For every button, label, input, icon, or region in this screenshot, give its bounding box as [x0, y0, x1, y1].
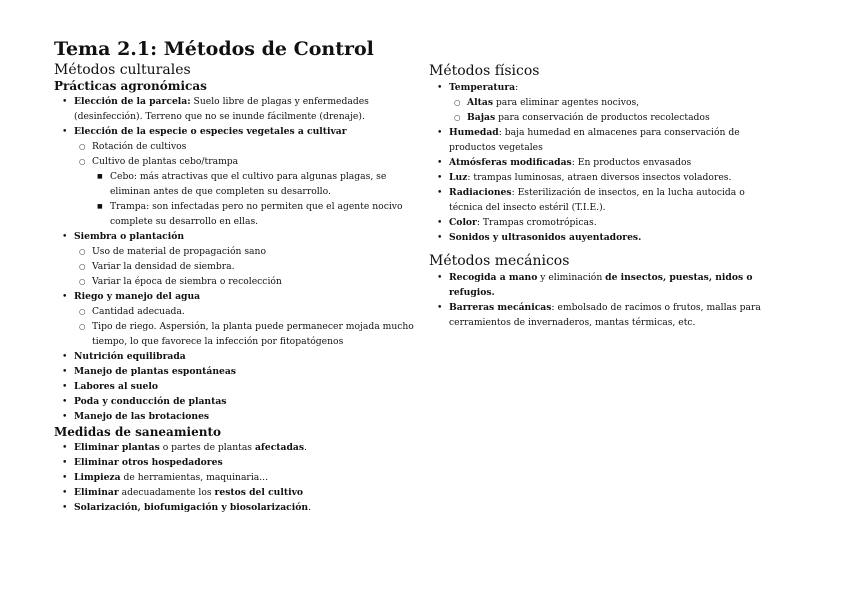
list-item-atmosferas [429, 155, 779, 170]
list-item-labores [54, 379, 424, 394]
temperatura-label: Temperatura [449, 82, 516, 93]
poda-label: Poda y conducción de plantas [74, 396, 227, 407]
san5-text: . [308, 502, 311, 513]
sublist-item-trampa: ■ Trampa: son infectadas pero no permiten que el agente nocivo complete su desarrollo en ellas. [92, 199, 424, 229]
sublist-item-tipo-riego: ○ Tipo de riego. Aspersión, la planta puede permanecer mojada mucho tiempo, lo que favorece la infección por fitopatógenos [74, 319, 424, 349]
list-item-solarizacion [54, 500, 424, 515]
practicas-list [54, 94, 424, 424]
bajas-text: para conservación de productos recolectados [495, 112, 710, 123]
list-item-brotaciones [54, 409, 424, 424]
metodos-mecanicos-heading: Métodos mecánicos [429, 253, 570, 269]
barreras-text: : embolsado de racimos o frutos, mallas para cerramientos de invernaderos, mantas térmicas, etc. [449, 302, 761, 328]
radiaciones-text: : Esterilización de insectos, en la lucha autocida o técnica del insecto estéril (T.I.E.). [449, 187, 745, 213]
atmosferas-text: : En productos envasados [571, 157, 692, 168]
recogida-text: y eliminación [537, 272, 606, 283]
san2-bold: Eliminar otros hospedadores [74, 457, 223, 468]
nutricion-label: Nutrición equilibrada [74, 351, 186, 362]
san4-bold-1: Eliminar [74, 487, 119, 498]
metodos-culturales-heading: Métodos culturales [54, 62, 191, 78]
espontaneas-label: Manejo de plantas espontáneas [74, 366, 236, 377]
especie-sublist [74, 139, 424, 229]
saneamiento-heading: Medidas de saneamiento [54, 425, 221, 439]
list-item-espontaneas [54, 364, 424, 379]
san1-text-2: . [304, 442, 307, 453]
list-item-temperatura [429, 80, 779, 125]
barreras-label: Barreras mecánicas [449, 302, 552, 313]
list-item-poda [54, 394, 424, 409]
sublist-item-altas [449, 95, 779, 110]
san3-text: de herramientas, maquinaria... [120, 472, 269, 483]
parcela-text: Suelo libre de plagas y enfermedades (desinfección). Terreno que no se inunde fácilmente (drenaje). [74, 96, 369, 122]
practicas-agronomicas-heading: Prácticas agronómicas [54, 79, 207, 93]
mecanicos-list [429, 270, 779, 330]
list-item-nutricion [54, 349, 424, 364]
list-item-color [429, 215, 779, 230]
humedad-text: : baja humedad en almacenes para conservación de productos vegetales [449, 127, 740, 153]
sonidos-label: Sonidos y ultrasonidos auyentadores. [449, 232, 642, 243]
sublist-item-material: ○ Uso de material de propagación sano [74, 244, 424, 259]
riego-sublist [74, 304, 424, 349]
san5-bold: Solarización, biofumigación y biosolarización [74, 502, 309, 513]
list-item-parcela [54, 94, 424, 124]
sublist-item-densidad: ○ Variar la densidad de siembra. [74, 259, 424, 274]
altas-text: para eliminar agentes nocivos, [493, 97, 640, 108]
list-item-especie [54, 124, 424, 229]
radiaciones-label: Radiaciones [449, 187, 512, 198]
sublist-item-epoca: ○ Variar la época de siembra o recolección [74, 274, 424, 289]
list-item-sonidos [429, 230, 779, 245]
sublist-item-cebo-trampa [74, 154, 424, 229]
list-item-humedad [429, 125, 779, 155]
parcela-label: Elección de la parcela: [74, 96, 191, 107]
list-item-riego [54, 289, 424, 349]
list-item-recogida [429, 270, 779, 300]
color-text: : Trampas cromotrópicas. [476, 217, 597, 228]
san3-bold: Limpieza [74, 472, 121, 483]
luz-text: : trampas luminosas, atraen diversos insectos voladores. [467, 172, 732, 183]
fisicos-list [429, 80, 779, 245]
color-label: Color [449, 217, 477, 228]
especie-label: Elección de la especie o especies vegetales a cultivar [74, 126, 347, 137]
siembra-label: Siembra o plantación [74, 231, 185, 242]
list-item-siembra [54, 229, 424, 289]
list-item-luz [429, 170, 779, 185]
saneamiento-list [54, 440, 424, 515]
san1-bold-2: afectadas [254, 442, 305, 453]
altas-label: Altas [467, 97, 493, 108]
recogida-label: Recogida a mano [449, 272, 538, 283]
brotaciones-label: Manejo de las brotaciones [74, 411, 210, 422]
list-item-limpieza [54, 470, 424, 485]
left-column [54, 62, 424, 515]
luz-label: Luz [449, 172, 468, 183]
sublist-item-cebo: ■ Cebo: más atractivas que el cultivo para algunas plagas, se eliminan antes de que completen su desarrollo. [92, 169, 424, 199]
list-item-eliminar-plantas [54, 440, 424, 455]
san4-bold-2: restos del cultivo [214, 487, 304, 498]
riego-label: Riego y manejo del agua [74, 291, 201, 302]
siembra-sublist [74, 244, 424, 289]
bajas-label: Bajas [467, 112, 496, 123]
cebo-trampa-text: Cultivo de plantas cebo/trampa [92, 156, 239, 167]
labores-label: Labores al suelo [74, 381, 158, 392]
cebo-trampa-sublist [92, 169, 424, 229]
sublist-item-rotacion: ○ Rotación de cultivos [74, 139, 424, 154]
temperatura-sublist [449, 95, 779, 125]
sublist-item-bajas [449, 110, 779, 125]
list-item-restos [54, 485, 424, 500]
san1-bold-1: Eliminar plantas [74, 442, 160, 453]
san4-text-1: adecuadamente los [118, 487, 215, 498]
list-item-barreras [429, 300, 779, 330]
list-item-radiaciones [429, 185, 779, 215]
san1-text-1: o partes de plantas [159, 442, 255, 453]
list-item-hospedadores [54, 455, 424, 470]
page-title: Tema 2.1: Métodos de Control [54, 38, 374, 60]
atmosferas-label: Atmósferas modificadas [449, 157, 572, 168]
recogida-bold-2: de insectos, puestas, nidos o refugios. [449, 272, 753, 298]
humedad-label: Humedad [449, 127, 499, 138]
temperatura-colon: : [515, 82, 519, 93]
right-column [429, 63, 779, 330]
sublist-item-cantidad: ○ Cantidad adecuada. [74, 304, 424, 319]
metodos-fisicos-heading: Métodos físicos [429, 63, 540, 79]
